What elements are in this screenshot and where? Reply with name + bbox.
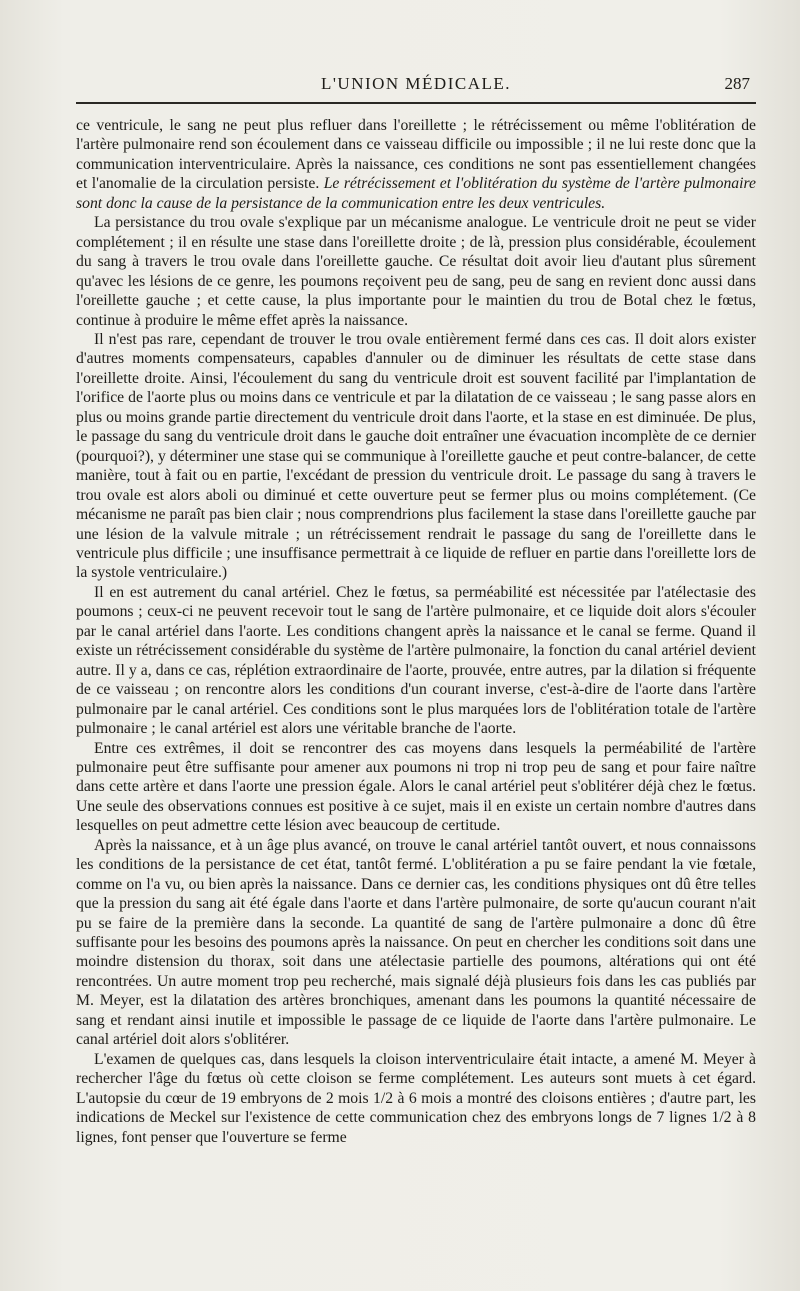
paragraph-1-italic-conclusion: Le rétrécissement et l'oblitération du système de l'artère pulmonaire sont donc la cause de la persistance de la communication entre les deux ventricules.: [76, 175, 756, 212]
paragraph-3: Il n'est pas rare, cependant de trouver le trou ovale entièrement fermé dans ces cas. Il doit alors exister d'autres moments compensateurs, capables d'annuler ou de diminuer les résultats de cette stase dans l'oreillette droite. Ainsi, l'écoulement du sang du ventricule droit est souvent facilité par l'implantation de l'orifice de l'aorte plus ou moins dans ce ventricule et par la dilatation de ce vaisseau ; le sang passe alors en plus ou moins grande partie directement du ventricule droit dans l'aorte, et la stase en est diminuée. De plus, le passage du sang du ventricule droit dans le gauche doit entraîner une évacuation incomplète de ce dernier (pourquoi?), y déterminer une stase qui se communique à l'oreillette gauche et peut contre-balancer, de cette manière, tout à fait ou en partie, l'excédant de pression du ventricule droit. Le passage du sang à travers le trou ovale est alors aboli ou diminué et cette ouverture peut se fermer plus ou moins complétement. (Ce mécanisme ne paraît pas bien clair ; nous comprendrions plus facilement la stase dans l'oreillette gauche par une lésion de la valvule mitrale ; un rétrécissement rendrait le passage du sang de l'oreillette dans le ventricule plus difficile ; une insuffisance permettrait à ce liquide de refluer en partie dans l'oreillette lors de la systole ventriculaire.): [76, 330, 756, 582]
header-rule: [76, 102, 756, 104]
article-body: [76, 116, 756, 1147]
paragraph-1: [76, 116, 756, 213]
paragraph-7: L'examen de quelques cas, dans lesquels la cloison interventriculaire était intacte, a amené M. Meyer à rechercher l'âge du fœtus où cette cloison se ferme complétement. Les auteurs sont muets à cet égard. L'autopsie du cœur de 19 embryons de 2 mois 1/2 à 6 mois a montré des cloisons entières ; d'autre part, les indications de Meckel sur l'existence de cette communication chez des embryons longs de 7 lignes 1/2 à 8 lignes, font penser que l'ouverture se ferme: [76, 1050, 756, 1146]
paragraph-5: Entre ces extrêmes, il doit se rencontrer des cas moyens dans lesquels la perméabilité de l'artère pulmonaire peut être suffisante pour amener aux poumons ni trop ni trop peu de sang et pour faire naître dans cette artère et dans l'aorte une pression égale. Alors le canal artériel peut s'oblitérer déjà chez le fœtus. Une seule des observations connues est positive à ce sujet, mais il en existe un certain nombre d'autres dans lesquelles on peut admettre cette lésion avec beaucoup de certitude.: [76, 739, 756, 835]
paragraph-2: La persistance du trou ovale s'explique par un mécanisme analogue. Le ventricule droit ne peut se vider complétement ; il en résulte une stase dans l'oreillette droite ; de là, pression plus considérable, écoulement du sang à travers le trou ovale dans l'oreillette gauche. Ce résultat doit avoir lieu d'autant plus sûrement qu'avec les lésions de ce genre, les poumons reçoivent peu de sang, peu de sang en revient donc aussi dans l'oreillette gauche ; et cette cause, la plus importante pour le maintien du trou de Botal chez le fœtus, continue à produire le même effet après la naissance.: [76, 214, 756, 329]
paragraph-1-text: ce ventricule, le sang ne peut plus refluer dans l'oreillette ; le rétrécissement ou même l'oblitération de l'artère pulmonaire rend son écoulement dans ce vaisseau difficile ou impossible ; il ne lui reste donc que la communication interventriculaire. Après la naissance, ces conditions ne sont pas essentiellement changées et l'anomalie de la circulation persiste.: [76, 117, 756, 193]
running-title: L'UNION MÉDICALE.: [320, 74, 512, 93]
paragraph-6: Après la naissance, et à un âge plus avancé, on trouve le canal artériel tantôt ouvert, et nous connaissons les conditions de la persistance de cet état, tantôt fermé. L'oblitération a pu se faire pendant la vie fœtale, comme on l'a vu, ou bien après la naissance. Dans ce dernier cas, les conditions physiques ont dû être telles que la pression du sang ait été égale dans l'aorte et dans l'artère pulmonaire, de sorte qu'aucun courant n'ait pu se faire de la première dans la seconde. La quantité de sang de l'artère pulmonaire a donc dû être suffisante pour les besoins des poumons après la naissance. On peut en chercher les conditions soit dans une moindre distension du thorax, soit dans une atélectasie partielle des poumons, altérations qui ont été rencontrées. Un autre moment trop peu recherché, mais signalé déjà plusieurs fois dans les cas publiés par M. Meyer, est la dilatation des artères bronchiques, amenant dans les poumons la quantité nécessaire de sang et rendant ainsi inutile et impossible le passage de ce liquide de l'aorte dans l'artère pulmonaire. Le canal artériel doit alors s'oblitérer.: [76, 836, 756, 1049]
page-header: [76, 68, 756, 102]
paragraph-4: Il en est autrement du canal artériel. Chez le fœtus, sa perméabilité est nécessitée par l'atélectasie des poumons ; ceux-ci ne peuvent recevoir tout le sang de l'artère pulmonaire, et ce liquide doit alors s'écouler par le canal artériel dans l'aorte. Les conditions changent après la naissance et le canal se ferme. Quand il existe un rétrécissement considérable du système de l'artère pulmonaire, la fonction du canal artériel devient autre. Il y a, dans ce cas, réplétion extraordinaire de l'aorte, prouvée, entre autres, par la dilation si fréquente de ce vaisseau ; on rencontre alors les conditions d'un courant inverse, c'est-à-dire de l'aorte dans l'artère pulmonaire par le canal artériel. Ces conditions sont le plus marquées lors de l'oblitération totale de l'artère pulmonaire ; le canal artériel est alors une véritable branche de l'aorte.: [76, 583, 756, 738]
page-number: 287: [724, 74, 750, 93]
